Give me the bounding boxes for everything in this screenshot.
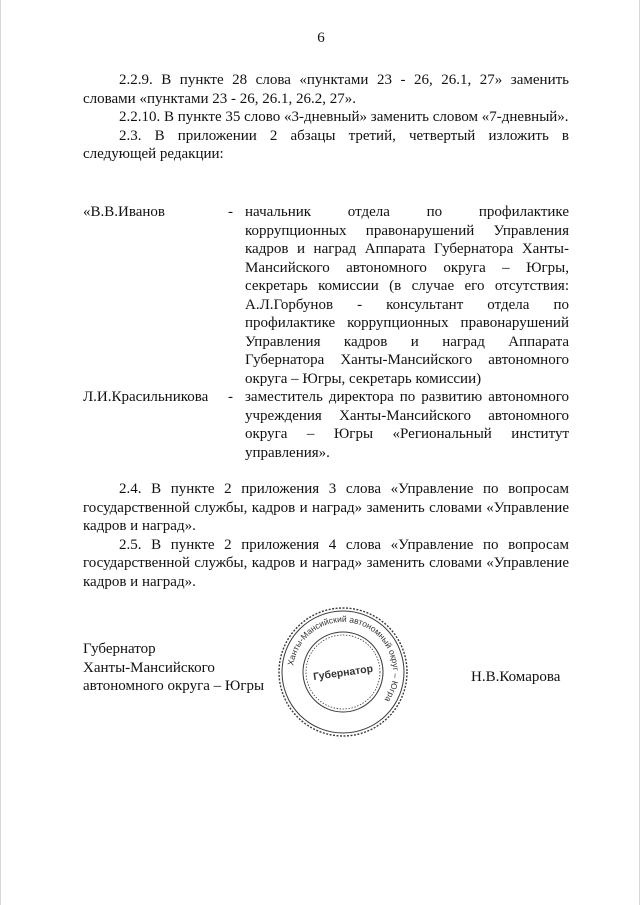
signature-title-line-3: автономного округа – Югры [83, 678, 265, 694]
page-number: 6 [317, 30, 325, 46]
paragraph-2-2-9: 2.2.9. В пункте 28 слова «пунктами 23 - 26, 26.1, 27» заменить словами «пунктами 23 - 26, 26.1, 26.2, 27». [83, 72, 569, 107]
member-dash: - [228, 389, 233, 405]
signature-block [83, 640, 283, 696]
member-name: Л.И.Красильникова [83, 389, 209, 405]
member-dash: - [228, 204, 233, 220]
signature-title-line-1: Губернатор [83, 641, 156, 657]
member-description: заместитель директора по развитию автономного учреждения Ханты-Мансийского автономного округа – Югры «Региональный институт управления». [245, 389, 569, 461]
member-name: «В.В.Иванов [83, 204, 165, 220]
member-description: начальник отдела по профилактике коррупционных правонарушений Управления кадров и наград Аппарата Губернатора Ханты-Мансийского автономного округа – Югры, секретарь комиссии (в случае его отсутствия: А.Л.Горбунов - консультант отдела по профилактике коррупционных правонарушений Управления кадров и наград Аппарата Губернатора Ханты-Мансийского автономного округа – Югры, секретарь комиссии) [245, 204, 569, 387]
paragraph-2-4: 2.4. В пункте 2 приложения 3 слова «Управление по вопросам государственной службы, кадров и наград» заменить словами «Управление кадров и наград». [83, 481, 569, 534]
svg-text:Ханты-Мансийский автономный ок [285, 614, 401, 704]
amendment-block-bottom [83, 480, 569, 591]
paragraph-2-2-10: 2.2.10. В пункте 35 слово «3-дневный» заменить словом «7-дневный». [119, 109, 569, 125]
signer-name: Н.В.Комарова [471, 669, 561, 685]
seal-center-text: Губернатор [312, 662, 374, 684]
signature-title-line-2: Ханты-Мансийского [83, 659, 215, 676]
official-seal-icon [276, 605, 410, 739]
paragraph-2-3: 2.3. В приложении 2 абзацы третий, четвертый изложить в следующей редакции: [83, 127, 569, 162]
seal-ring-text: Ханты-Мансийский автономный округ – Югра [285, 613, 402, 705]
amendment-block-top [83, 71, 569, 164]
paragraph-2-5: 2.5. В пункте 2 приложения 4 слова «Управление по вопросам государственной службы, кадров и наград» заменить словами «Управление кадров и наград». [83, 536, 569, 590]
